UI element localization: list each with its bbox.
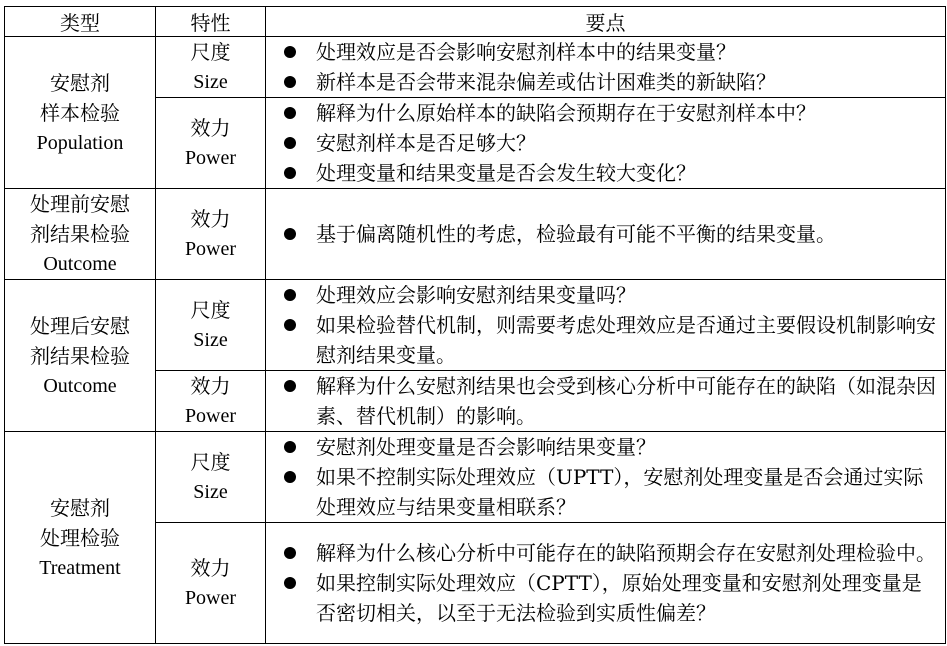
bullet-item: 解释为什么原始样本的缺陷会预期存在于安慰剂样本中？: [282, 98, 945, 128]
bullet-item: 处理效应会影响安慰剂结果变量吗？: [282, 280, 945, 310]
placebo-test-table: [4, 6, 946, 644]
prop-label-cn: 尺度: [190, 298, 231, 322]
bullet-dot-icon: [282, 568, 316, 598]
bullet-item: 安慰剂样本是否足够大？: [282, 128, 945, 158]
header-prop: 特性: [156, 7, 266, 37]
points-cell: [266, 280, 946, 371]
bullet-item: 如果不控制实际处理效应（UPTT），安慰剂处理变量是否会通过实际处理效应与结果变量相联系？: [282, 462, 945, 522]
prop-label-cn: 尺度: [190, 40, 231, 64]
type-label-line: 处理前安慰: [30, 192, 130, 216]
table-row: [5, 37, 946, 98]
bullet-dot-icon: [282, 432, 316, 462]
bullet-dot-icon: [282, 462, 316, 492]
type-cell-treatment: [5, 432, 156, 644]
points-cell: [266, 189, 946, 280]
type-label-en: Population: [36, 131, 124, 154]
header-type: 类型: [5, 7, 156, 37]
bullet-item: 安慰剂处理变量是否会影响结果变量？: [282, 432, 945, 462]
bullet-item: 基于偏离随机性的考虑，检验最有可能不平衡的结果变量。: [282, 219, 945, 249]
type-label-line: 处理后安慰: [30, 313, 130, 338]
bullet-dot-icon: [282, 158, 316, 188]
bullet-item: 新样本是否会带来混杂偏差或估计困难类的新缺陷？: [282, 67, 945, 97]
bullet-dot-icon: [282, 310, 316, 340]
prop-cell: [156, 523, 266, 644]
prop-label-cn: 尺度: [190, 450, 231, 474]
type-cell-post-outcome: [5, 280, 156, 432]
type-label-line: 样本检验: [40, 100, 120, 125]
prop-label-cn: 效力: [190, 207, 231, 231]
bullet-dot-icon: [282, 538, 316, 568]
prop-label-en: Size: [193, 481, 228, 503]
prop-cell: [156, 280, 266, 371]
points-cell: [266, 371, 946, 432]
prop-label-cn: 效力: [190, 374, 231, 398]
prop-cell: [156, 37, 266, 98]
points-cell: [266, 523, 946, 644]
bullet-item: 解释为什么安慰剂结果也会受到核心分析中可能存在的缺陷（如混杂因素、替代机制）的影响。: [282, 371, 945, 431]
prop-label-en: Power: [184, 238, 237, 260]
prop-label-en: Power: [184, 405, 237, 427]
prop-label-en: Size: [193, 329, 228, 351]
prop-cell: [156, 98, 266, 189]
prop-label-cn: 效力: [190, 116, 231, 140]
type-cell-population: [5, 37, 156, 189]
prop-label-cn: 效力: [190, 556, 231, 580]
type-label-en: Outcome: [43, 253, 117, 275]
prop-cell: [156, 432, 266, 523]
type-cell-pre-outcome: [5, 189, 156, 280]
prop-label-en: Power: [184, 147, 237, 169]
points-cell: [266, 98, 946, 189]
table-row: [5, 280, 946, 371]
bullet-item: 如果控制实际处理效应（CPTT），原始处理变量和安慰剂处理变量是否密切相关，以至于无法检验到实质性偏差？: [282, 568, 945, 628]
table-header-row: [5, 7, 946, 37]
type-label-line: 安慰剂: [50, 495, 110, 520]
bullet-item: 如果检验替代机制，则需要考虑处理效应是否通过主要假设机制影响安慰剂结果变量。: [282, 310, 945, 370]
header-points: 要点: [266, 7, 946, 37]
bullet-item: 解释为什么核心分析中可能存在的缺陷预期会存在安慰剂处理检验中。: [282, 538, 945, 568]
prop-label-en: Power: [184, 587, 237, 609]
type-label-en: Treatment: [39, 556, 121, 579]
type-label-line: 剂结果检验: [30, 222, 130, 246]
bullet-dot-icon: [282, 67, 316, 97]
bullet-dot-icon: [282, 128, 316, 158]
bullet-dot-icon: [282, 371, 316, 401]
bullet-dot-icon: [282, 37, 316, 67]
bullet-item: 处理变量和结果变量是否会发生较大变化？: [282, 158, 945, 188]
type-label-line: 处理检验: [40, 525, 120, 550]
prop-label-en: Size: [193, 71, 228, 93]
bullet-dot-icon: [282, 219, 316, 249]
type-label-line: 安慰剂: [50, 70, 110, 95]
prop-cell: [156, 189, 266, 280]
type-label-en: Outcome: [43, 374, 117, 397]
bullet-dot-icon: [282, 98, 316, 128]
table-row: [5, 189, 946, 280]
bullet-item: 处理效应是否会影响安慰剂样本中的结果变量？: [282, 37, 945, 67]
table-row: [5, 432, 946, 523]
points-cell: [266, 37, 946, 98]
points-cell: [266, 432, 946, 523]
prop-cell: [156, 371, 266, 432]
type-label-line: 剂结果检验: [30, 343, 130, 368]
bullet-dot-icon: [282, 280, 316, 310]
